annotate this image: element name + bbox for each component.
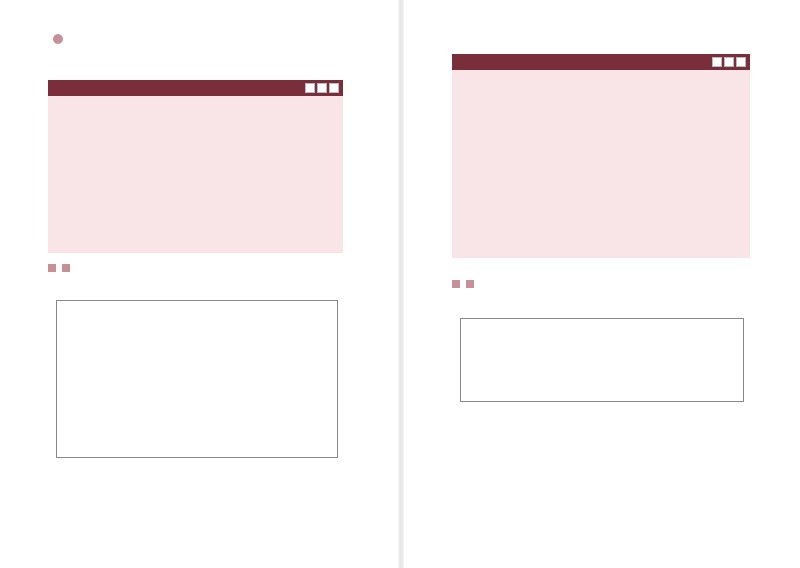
question-header xyxy=(452,54,750,70)
section-heading xyxy=(47,34,69,44)
checkbox-icon[interactable] xyxy=(329,83,339,93)
right-page xyxy=(404,0,800,568)
checkbox-icon[interactable] xyxy=(724,57,734,67)
question-header xyxy=(48,80,343,96)
check-boxes xyxy=(712,57,746,67)
square-icon xyxy=(62,264,70,272)
square-icon xyxy=(48,264,56,272)
quoted-standard xyxy=(56,300,338,458)
check-boxes xyxy=(305,83,339,93)
explanation-heading xyxy=(48,264,70,272)
checkbox-icon[interactable] xyxy=(712,57,722,67)
checkbox-icon[interactable] xyxy=(317,83,327,93)
checkbox-icon[interactable] xyxy=(305,83,315,93)
checkbox-icon[interactable] xyxy=(736,57,746,67)
explanation-heading xyxy=(452,280,474,288)
quoted-standard xyxy=(460,318,744,402)
left-page xyxy=(0,0,398,568)
square-icon xyxy=(452,280,460,288)
exam-tabs xyxy=(772,330,800,358)
square-icon xyxy=(466,280,474,288)
bullet-dot-icon xyxy=(53,34,63,44)
question-box xyxy=(452,54,750,258)
question-box xyxy=(48,80,343,253)
